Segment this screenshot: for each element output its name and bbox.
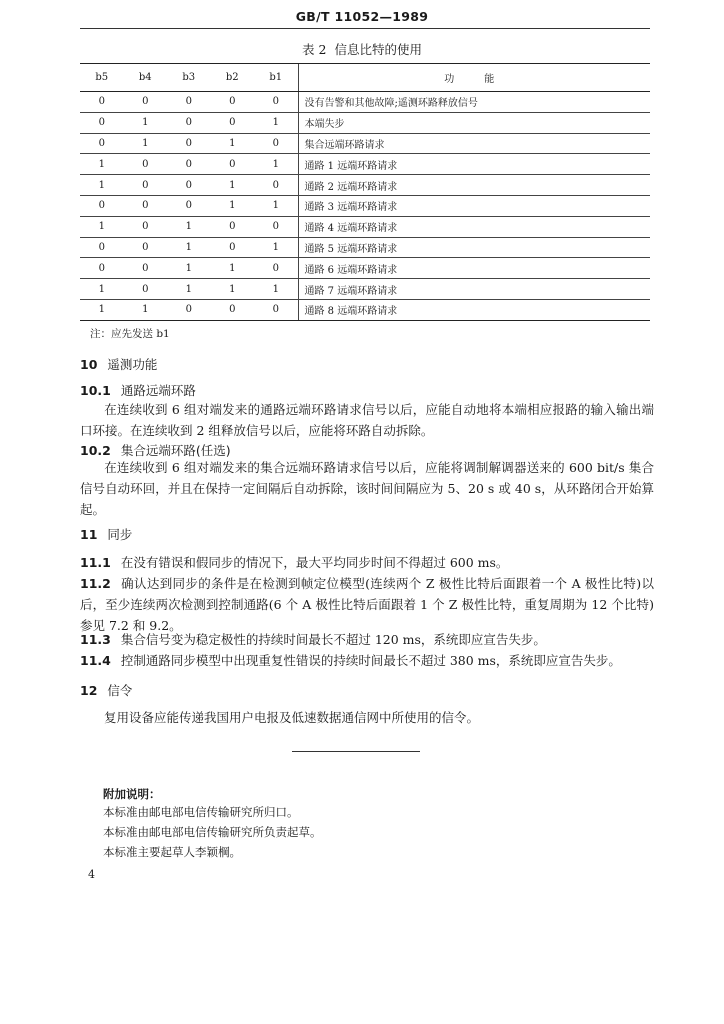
bit-cell-b5: 0 xyxy=(80,258,124,279)
bit-cell-b3: 0 xyxy=(167,195,211,216)
function-cell: 通路 5 远端环路请求 xyxy=(298,237,650,258)
bit-cell-b3: 0 xyxy=(167,299,211,320)
bit-cell-b4: 0 xyxy=(124,258,168,279)
section-number: 10.1 xyxy=(80,383,111,398)
section-11-2: 11.2 确认达到同步的条件是在检测到帧定位模型(连续两个 Z 极性比特后面跟着一个 A 极性比特)以后，至少连续两次检测到控制通路(6 个 A 极性比特后面跟着 1 个 Z 极性比特，重复周期为 12 个比特)参见 7.2 和 9.2。 xyxy=(80,576,654,633)
bit-cell-b4: 0 xyxy=(124,216,168,237)
bit-cell-b1: 1 xyxy=(254,237,298,258)
bit-cell-b4: 0 xyxy=(124,175,168,196)
function-cell: 通路 1 远端环路请求 xyxy=(298,154,650,175)
bit-cell-b1: 0 xyxy=(254,175,298,196)
table-row xyxy=(80,279,650,300)
bit-cell-b3: 1 xyxy=(167,258,211,279)
section-number: 11 xyxy=(80,527,98,542)
table-number: 表 2 xyxy=(302,42,327,57)
table-row xyxy=(80,258,650,279)
bit-cell-b1: 0 xyxy=(254,216,298,237)
section-10-1-body: 在连续收到 6 组对端发来的通路远端环路请求信号以后，应能自动地将本端相应报路的输入输出端口环接。在连续收到 2 组释放信号以后，应能将环路自动拆除。 xyxy=(80,402,654,438)
table-row xyxy=(80,195,650,216)
page-number: 4 xyxy=(88,868,95,881)
section-title: 同步 xyxy=(107,527,133,542)
bit-cell-b2: 0 xyxy=(211,112,255,133)
bit-cell-b1: 0 xyxy=(254,299,298,320)
section-11-1: 11.1 在没有错误和假同步的情况下，最大平均同步时间不得超过 600 ms。 xyxy=(80,555,509,570)
bit-cell-b4: 1 xyxy=(124,299,168,320)
function-cell: 通路 3 远端环路请求 xyxy=(298,195,650,216)
table-row xyxy=(80,154,650,175)
table-row xyxy=(80,92,650,113)
bit-cell-b4: 1 xyxy=(124,133,168,154)
bit-cell-b4: 0 xyxy=(124,92,168,113)
header-rule xyxy=(80,28,650,29)
function-cell: 通路 7 远端环路请求 xyxy=(298,279,650,300)
function-cell: 通路 8 远端环路请求 xyxy=(298,299,650,320)
end-separator xyxy=(292,751,420,752)
col-header-b5: b5 xyxy=(80,64,124,92)
addendum-title: 附加说明： xyxy=(103,787,161,801)
table-title xyxy=(0,40,724,58)
page-header: GB/T 11052—1989 xyxy=(295,9,429,24)
function-cell: 没有告警和其他故障;遥测环路释放信号 xyxy=(298,92,650,113)
section-title: 集合远端环路(任选) xyxy=(120,443,231,458)
addendum-line: 本标准由邮电部电信传输研究所负责起草。 xyxy=(103,825,322,839)
table-note: 注：应先发送 b1 xyxy=(90,328,170,340)
table-row xyxy=(80,175,650,196)
bit-cell-b2: 1 xyxy=(211,195,255,216)
function-cell: 本端失步 xyxy=(298,112,650,133)
section-title: 信令 xyxy=(107,683,133,698)
section-title: 遥测功能 xyxy=(107,357,158,372)
bit-cell-b2: 0 xyxy=(211,299,255,320)
bit-cell-b1: 0 xyxy=(254,133,298,154)
bit-cell-b5: 1 xyxy=(80,279,124,300)
section-title: 通路远端环路 xyxy=(120,383,196,398)
section-10-heading xyxy=(80,355,157,373)
section-number: 10 xyxy=(80,357,98,372)
bit-cell-b3: 0 xyxy=(167,112,211,133)
bit-cell-b3: 1 xyxy=(167,237,211,258)
bit-cell-b3: 1 xyxy=(167,216,211,237)
table-row xyxy=(80,237,650,258)
function-cell: 通路 4 远端环路请求 xyxy=(298,216,650,237)
bit-cell-b1: 1 xyxy=(254,279,298,300)
bit-cell-b2: 0 xyxy=(211,92,255,113)
col-header-function: 功 能 xyxy=(298,64,650,92)
col-header-b4: b4 xyxy=(124,64,168,92)
bit-cell-b2: 1 xyxy=(211,258,255,279)
bit-cell-b5: 0 xyxy=(80,92,124,113)
col-header-b2: b2 xyxy=(211,64,255,92)
bit-cell-b1: 0 xyxy=(254,92,298,113)
section-11-3: 11.3 集合信号变为稳定极性的持续时间最长不超过 120 ms，系统即应宣告失步。 xyxy=(80,632,546,647)
bit-cell-b2: 1 xyxy=(211,175,255,196)
section-10-1-heading xyxy=(80,381,196,399)
bit-cell-b5: 1 xyxy=(80,299,124,320)
bit-cell-b3: 0 xyxy=(167,92,211,113)
addendum-line: 本标准主要起草人李颖棡。 xyxy=(103,845,241,859)
bit-cell-b4: 0 xyxy=(124,154,168,175)
function-cell: 通路 6 远端环路请求 xyxy=(298,258,650,279)
table-row xyxy=(80,216,650,237)
bit-cell-b1: 1 xyxy=(254,112,298,133)
bit-cell-b1: 1 xyxy=(254,154,298,175)
bit-cell-b5: 1 xyxy=(80,216,124,237)
bit-cell-b2: 0 xyxy=(211,216,255,237)
col-header-b3: b3 xyxy=(167,64,211,92)
bit-cell-b2: 0 xyxy=(211,237,255,258)
section-12-body: 复用设备应能传递我国用户电报及低速数据通信网中所使用的信令。 xyxy=(104,710,480,725)
section-11-heading xyxy=(80,525,132,543)
bit-cell-b4: 0 xyxy=(124,195,168,216)
bit-cell-b4: 0 xyxy=(124,237,168,258)
bit-cell-b3: 0 xyxy=(167,175,211,196)
table-header-row xyxy=(80,64,650,92)
bit-cell-b2: 1 xyxy=(211,133,255,154)
bit-cell-b2: 0 xyxy=(211,154,255,175)
section-number: 12 xyxy=(80,683,98,698)
section-12-heading xyxy=(80,681,132,699)
table-row xyxy=(80,112,650,133)
bit-cell-b4: 1 xyxy=(124,112,168,133)
function-cell: 集合远端环路请求 xyxy=(298,133,650,154)
bit-cell-b5: 0 xyxy=(80,112,124,133)
table-row xyxy=(80,299,650,320)
bit-cell-b5: 1 xyxy=(80,175,124,196)
bit-cell-b5: 0 xyxy=(80,237,124,258)
table-row xyxy=(80,133,650,154)
section-11-4: 11.4 控制通路同步模型中出现重复性错误的持续时间最长不超过 380 ms，系统即应宣告失步。 xyxy=(80,653,621,668)
bit-cell-b2: 1 xyxy=(211,279,255,300)
bit-cell-b1: 0 xyxy=(254,258,298,279)
bit-cell-b5: 0 xyxy=(80,133,124,154)
function-cell: 通路 2 远端环路请求 xyxy=(298,175,650,196)
bit-cell-b3: 1 xyxy=(167,279,211,300)
col-header-b1: b1 xyxy=(254,64,298,92)
section-number: 10.2 xyxy=(80,443,111,458)
bit-cell-b5: 1 xyxy=(80,154,124,175)
addendum-line: 本标准由邮电部电信传输研究所归口。 xyxy=(103,805,299,819)
bit-cell-b5: 0 xyxy=(80,195,124,216)
table-name: 信息比特的使用 xyxy=(334,42,422,57)
section-10-2-body: 在连续收到 6 组对端发来的集合远端环路请求信号以后，应能将调制解调器送来的 600 bit/s 集合信号自动环回，并且在保持一定间隔后自动拆除，该时间间隔应为 5、20 s 或 40 s，从环路闭合开始算起。 xyxy=(80,460,654,517)
bit-cell-b3: 0 xyxy=(167,133,211,154)
bit-cell-b3: 0 xyxy=(167,154,211,175)
bit-usage-table xyxy=(80,63,650,321)
bit-cell-b1: 1 xyxy=(254,195,298,216)
bit-cell-b4: 0 xyxy=(124,279,168,300)
